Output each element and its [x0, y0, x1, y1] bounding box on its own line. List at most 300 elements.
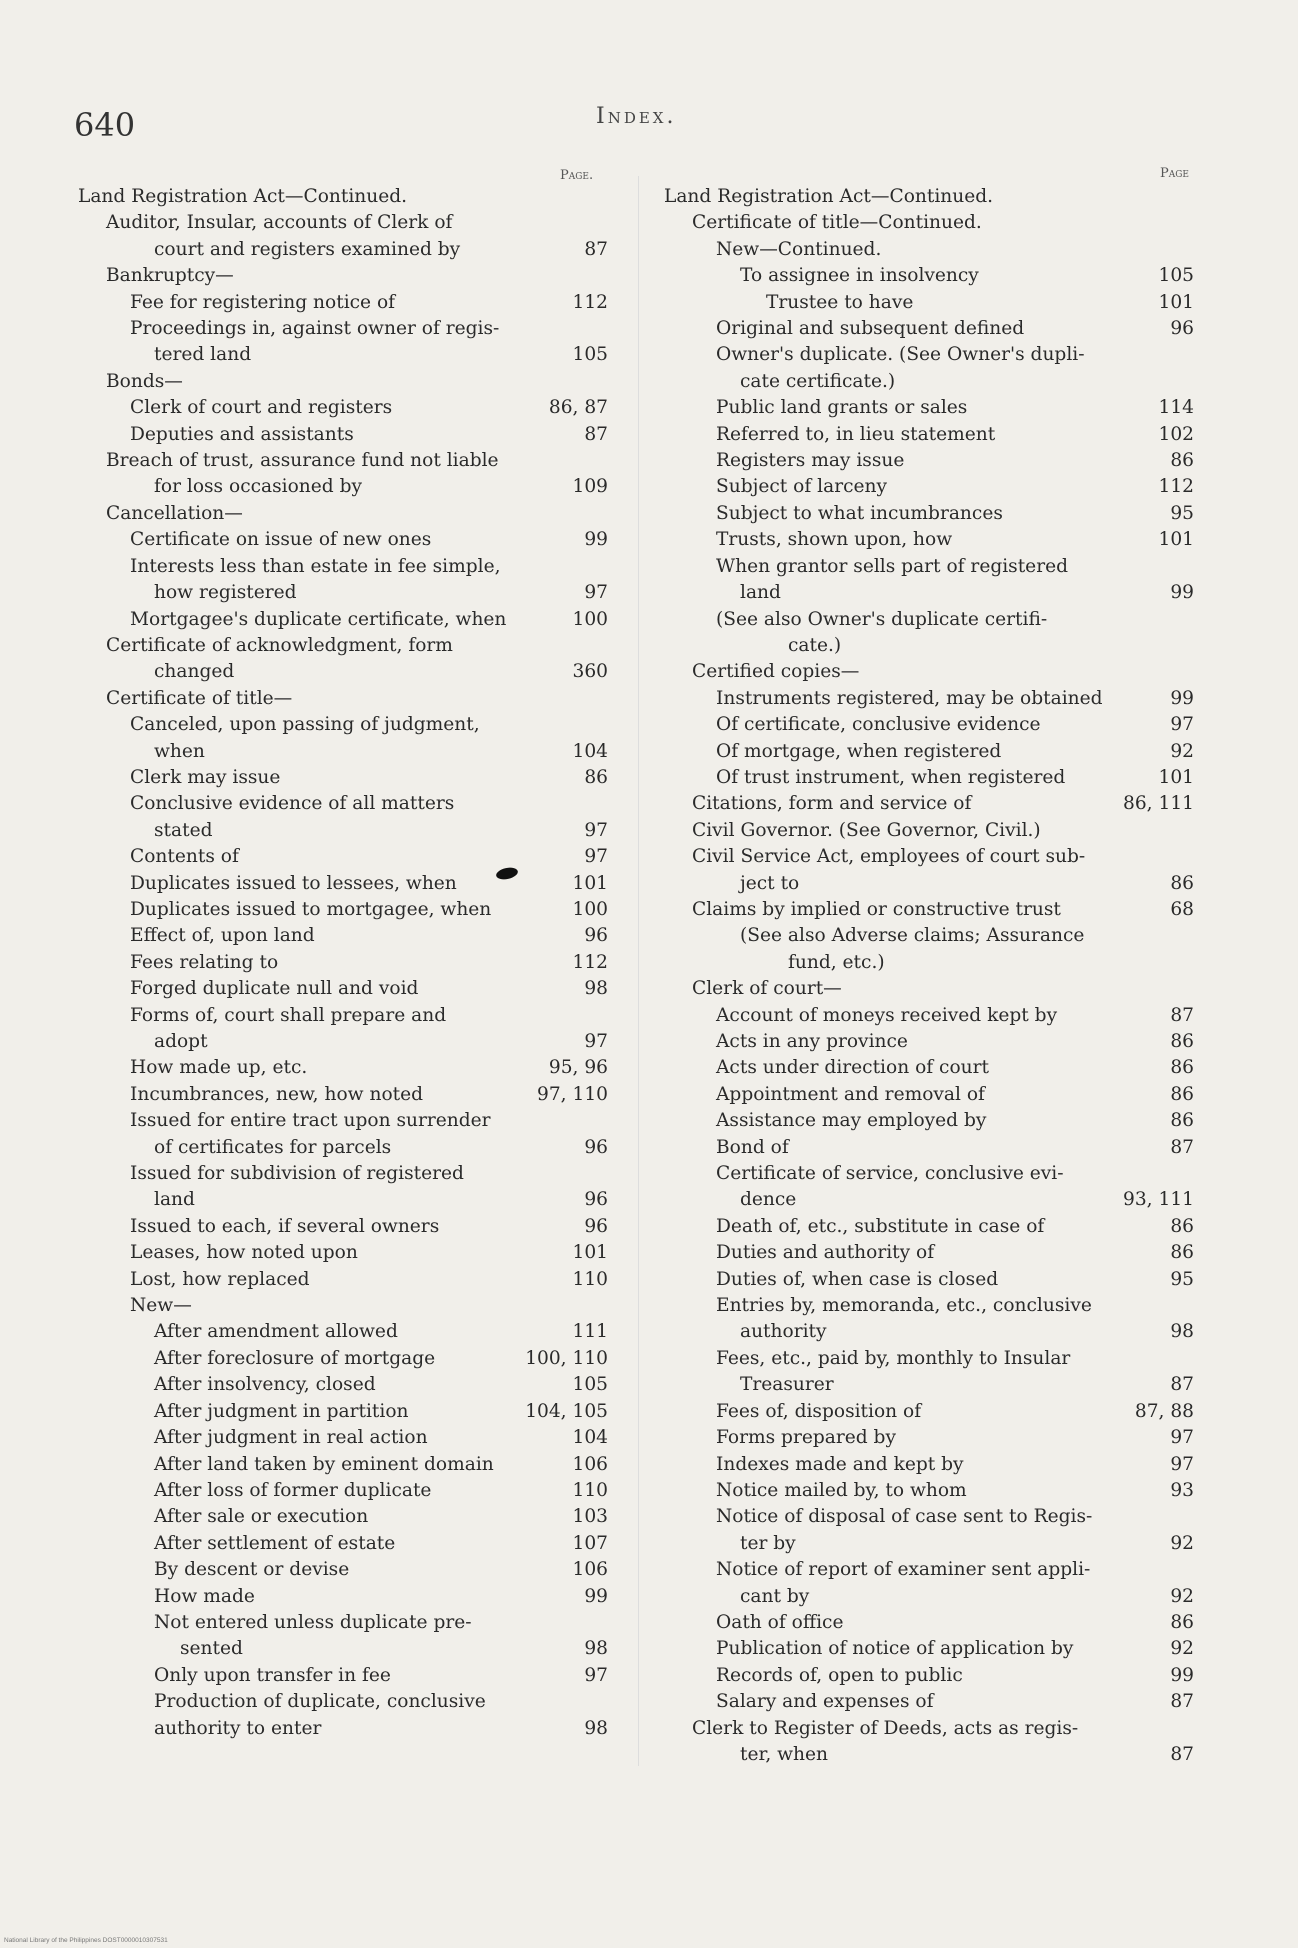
- index-entry-text: Referred to, in lieu statement: [716, 423, 996, 445]
- index-entry: [664, 1372, 1194, 1398]
- index-entry-page: 93, 111: [1123, 1189, 1194, 1211]
- index-entry: [664, 765, 1194, 791]
- index-entry-text: Original and subsequent defined: [716, 318, 1025, 340]
- index-entry: [78, 871, 608, 897]
- index-entry: [664, 1214, 1194, 1240]
- index-entry-text: After foreclosure of mortgage: [154, 1347, 436, 1369]
- index-entry-text: Claims by implied or constructive trust: [692, 898, 1061, 920]
- index-entry: [78, 527, 608, 553]
- index-entry-text: Treasurer: [740, 1374, 834, 1396]
- index-entry-text: After insolvency, closed: [154, 1374, 376, 1396]
- left-column-page-label: Page.: [560, 168, 594, 183]
- index-entry-page: 105: [572, 344, 608, 366]
- index-entry: [664, 316, 1194, 342]
- index-entry-page: 106: [572, 1559, 608, 1581]
- index-entry-text: Notice of disposal of case sent to Regis-: [716, 1506, 1093, 1528]
- index-entry: [664, 1716, 1194, 1742]
- index-entry-text: changed: [154, 661, 235, 683]
- index-entry-text: Certified copies—: [692, 661, 860, 683]
- index-entry: [664, 342, 1194, 368]
- index-entry-page: 86: [1170, 1110, 1194, 1132]
- index-entry: [664, 1187, 1194, 1213]
- index-entry-page: 97: [1170, 1453, 1194, 1475]
- index-entry-text: After judgment in real action: [154, 1427, 428, 1449]
- index-entry-text: ter by: [740, 1532, 796, 1554]
- index-entry-page: 86, 87: [548, 397, 608, 419]
- index-entry-page: 92: [1170, 1638, 1194, 1660]
- index-entry: [664, 1346, 1194, 1372]
- index-entry-page: 87: [1170, 1004, 1194, 1026]
- index-entry-text: Civil Governor. (See Governor, Civil.): [692, 819, 1041, 841]
- index-entry: [664, 527, 1194, 553]
- index-entry-page: 86: [1170, 1611, 1194, 1633]
- index-entry-text: Not entered unless duplicate pre-: [154, 1611, 472, 1633]
- index-entry: [78, 1478, 608, 1504]
- index-entry-text: Certificate on issue of new ones: [130, 529, 432, 551]
- index-entry: [78, 210, 608, 236]
- index-entry-page: 101: [572, 872, 608, 894]
- index-entry-page: 99: [1170, 582, 1194, 604]
- index-entry-text: Of certificate, conclusive evidence: [716, 714, 1041, 736]
- index-entry: [78, 342, 608, 368]
- index-entry-text: Forged duplicate null and void: [130, 978, 419, 1000]
- index-entry: [78, 580, 608, 606]
- index-entry: [664, 290, 1194, 316]
- index-entry-text: New—: [130, 1295, 192, 1317]
- index-entry: [664, 237, 1194, 263]
- index-entry-page: 86: [1170, 872, 1194, 894]
- index-entry: [78, 1716, 608, 1742]
- index-entry-text: Cancellation—: [106, 502, 243, 524]
- footer-credit: National Library of the Philippines DOST0000010307531: [4, 1937, 168, 1944]
- index-entry-text: Duplicates issued to mortgagee, when: [130, 898, 492, 920]
- index-entry: [664, 395, 1194, 421]
- index-entry-text: To assignee in insolvency: [740, 265, 979, 287]
- index-entry-text: When grantor sells part of registered: [716, 555, 1068, 577]
- index-entry-page: 87, 88: [1134, 1400, 1194, 1422]
- index-entry-text: Records of, open to public: [716, 1664, 963, 1686]
- index-entry: [78, 1663, 608, 1689]
- index-entry: [664, 263, 1194, 289]
- index-entry: [664, 210, 1194, 236]
- index-entry-text: Notice of report of examiner sent appli-: [716, 1559, 1091, 1581]
- index-entry-text: Clerk to Register of Deeds, acts as regis-: [692, 1717, 1079, 1739]
- index-entry-text: Issued to each, if several owners: [130, 1215, 440, 1237]
- index-entry-page: 96: [584, 925, 608, 947]
- index-entry-text: Death of, etc., substitute in case of: [716, 1215, 1045, 1237]
- index-entry-text: Oath of office: [716, 1611, 844, 1633]
- index-entry-text: Acts in any province: [716, 1031, 908, 1052]
- right-index-column: [664, 184, 1194, 1768]
- index-entry-page: 112: [572, 291, 608, 313]
- index-entry-text: Proceedings in, against owner of regis-: [130, 318, 500, 340]
- index-entry-page: 86: [1170, 1057, 1194, 1079]
- index-entry-page: 100, 110: [525, 1347, 608, 1369]
- index-entry-text: Certificate of title—Continued.: [692, 212, 982, 234]
- index-entry-text: fund, etc.): [788, 951, 885, 973]
- index-entry: [78, 976, 608, 1002]
- index-entry: [78, 1055, 608, 1081]
- index-entry-text: authority to enter: [154, 1717, 322, 1739]
- index-entry: [664, 501, 1194, 527]
- index-entry: [664, 1055, 1194, 1081]
- index-entry: [78, 1003, 608, 1029]
- page-number: 640: [74, 106, 136, 144]
- index-entry-text: for loss occasioned by: [154, 476, 362, 498]
- index-entry: [78, 1372, 608, 1398]
- index-entry-text: authority: [740, 1321, 827, 1343]
- index-entry-text: Appointment and removal of: [716, 1083, 985, 1105]
- index-entry-text: Land Registration Act—Continued.: [664, 186, 994, 207]
- index-entry-text: After land taken by eminent domain: [154, 1453, 494, 1475]
- index-entry-text: How made: [154, 1585, 255, 1607]
- index-entry-text: Issued for subdivision of registered: [130, 1163, 464, 1185]
- index-entry-page: 98: [584, 1638, 608, 1660]
- index-entry-text: Publication of notice of application by: [716, 1638, 1074, 1660]
- index-entry-text: Fees relating to: [130, 951, 279, 973]
- index-entry: [664, 1636, 1194, 1662]
- index-entry-text: Interests less than estate in fee simple,: [130, 555, 501, 577]
- index-entry-text: Clerk of court—: [692, 978, 842, 1000]
- index-entry: [664, 686, 1194, 712]
- index-entry: [664, 659, 1194, 685]
- index-entry: [664, 1689, 1194, 1715]
- index-entry-text: Civil Service Act, employees of court sub-: [692, 846, 1086, 868]
- index-entry-text: After sale or execution: [154, 1506, 369, 1528]
- index-entry-text: Account of moneys received kept by: [716, 1004, 1058, 1026]
- index-entry: [664, 739, 1194, 765]
- index-entry-page: 98: [584, 1717, 608, 1739]
- index-entry: [664, 1029, 1194, 1055]
- index-entry-page: 100: [572, 898, 608, 920]
- index-entry-text: court and registers examined by: [154, 238, 461, 260]
- index-entry-page: 360: [572, 661, 608, 683]
- index-entry: [664, 1504, 1194, 1530]
- index-entry: [78, 369, 608, 395]
- index-entry-text: Issued for entire tract upon surrender: [130, 1110, 491, 1132]
- index-entry: [78, 818, 608, 844]
- index-entry-page: 99: [584, 1585, 608, 1607]
- index-entry: [78, 501, 608, 527]
- index-entry: [78, 712, 608, 738]
- index-entry-page: 96: [1170, 318, 1194, 340]
- index-entry-page: 104: [572, 740, 608, 762]
- index-entry-text: Of mortgage, when registered: [716, 740, 1002, 762]
- index-entry-page: 87: [1170, 1136, 1194, 1158]
- index-entry-text: Certificate of title—: [106, 687, 293, 709]
- index-entry: [664, 1584, 1194, 1610]
- index-entry: [78, 1319, 608, 1345]
- index-entry: [78, 607, 608, 633]
- index-entry-text: Bankruptcy—: [106, 265, 234, 287]
- index-entry: [78, 633, 608, 659]
- index-entry: [78, 290, 608, 316]
- index-entry-page: 102: [1158, 423, 1194, 445]
- index-entry-page: 87: [584, 423, 608, 445]
- index-entry-text: Duties of, when case is closed: [716, 1268, 999, 1290]
- index-entry-text: After loss of former duplicate: [154, 1479, 432, 1501]
- index-entry: [78, 686, 608, 712]
- index-entry-text: adopt: [154, 1031, 208, 1052]
- index-entry-page: 103: [572, 1506, 608, 1528]
- index-entry: [78, 1346, 608, 1372]
- index-entry: [78, 1161, 608, 1187]
- index-entry: [664, 818, 1194, 844]
- index-entry: [664, 1452, 1194, 1478]
- index-entry-text: how registered: [154, 582, 297, 604]
- index-entry-page: 99: [1170, 1664, 1194, 1686]
- index-entry-page: 101: [1158, 766, 1194, 788]
- index-entry-page: 97: [1170, 1427, 1194, 1449]
- index-entry-text: Certificate of service, conclusive evi-: [716, 1163, 1064, 1185]
- index-entry: [664, 1399, 1194, 1425]
- index-entry: [78, 1636, 608, 1662]
- index-entry-text: Effect of, upon land: [130, 925, 315, 947]
- index-entry: [78, 316, 608, 342]
- index-entry-text: Registers may issue: [716, 450, 905, 472]
- index-entry: [78, 448, 608, 474]
- index-entry-page: 110: [572, 1268, 608, 1290]
- index-entry-page: 86: [1170, 1083, 1194, 1105]
- index-entry: [78, 1108, 608, 1134]
- index-entry-page: 98: [584, 978, 608, 1000]
- index-entry-text: Fees, etc., paid by, monthly to Insular: [716, 1347, 1071, 1369]
- index-entry: [78, 739, 608, 765]
- index-entry: [664, 580, 1194, 606]
- index-entry: [664, 369, 1194, 395]
- index-entry-text: of certificates for parcels: [154, 1136, 392, 1158]
- index-entry-page: 100: [572, 608, 608, 630]
- index-entry: [78, 1214, 608, 1240]
- index-entry: [78, 1293, 608, 1319]
- index-entry-text: Trustee to have: [766, 291, 914, 313]
- index-entry-page: 99: [1170, 687, 1194, 709]
- index-entry-text: Notice mailed by, to whom: [716, 1479, 967, 1501]
- index-entry: [664, 1082, 1194, 1108]
- index-entry-page: 101: [1158, 529, 1194, 551]
- index-entry-text: New—Continued.: [716, 238, 882, 260]
- index-entry-page: 86: [1170, 1215, 1194, 1237]
- index-entry: [664, 1610, 1194, 1636]
- index-entry-text: tered land: [154, 344, 252, 366]
- index-entry: [664, 1003, 1194, 1029]
- index-entry-page: 87: [584, 238, 608, 260]
- index-entry: [664, 712, 1194, 738]
- index-entry-page: 93: [1170, 1479, 1194, 1501]
- index-entry-page: 97: [584, 1031, 608, 1052]
- index-entry: [664, 1557, 1194, 1583]
- index-entry: [664, 1425, 1194, 1451]
- index-entry-text: Auditor, Insular, accounts of Clerk of: [106, 212, 453, 234]
- index-entry-page: 86: [1170, 1031, 1194, 1052]
- index-entry: [664, 1161, 1194, 1187]
- index-entry: [78, 1531, 608, 1557]
- index-entry-text: After settlement of estate: [154, 1532, 396, 1554]
- index-entry-page: 95: [1170, 1268, 1194, 1290]
- index-entry-text: Canceled, upon passing of judgment,: [130, 714, 480, 736]
- index-entry-page: 107: [572, 1532, 608, 1554]
- index-entry: [664, 1240, 1194, 1266]
- index-entry: [664, 791, 1194, 817]
- index-entry: [78, 1267, 608, 1293]
- index-entry-page: 87: [1170, 1691, 1194, 1713]
- index-entry-page: 105: [572, 1374, 608, 1396]
- index-entry: [78, 1187, 608, 1213]
- index-entry-page: 106: [572, 1453, 608, 1475]
- index-entry-page: 92: [1170, 1585, 1194, 1607]
- index-entry: [664, 474, 1194, 500]
- index-entry-page: 86, 111: [1123, 793, 1194, 815]
- index-entry-text: land: [740, 582, 781, 604]
- index-entry-page: 104: [572, 1427, 608, 1449]
- index-entry-page: 96: [584, 1136, 608, 1158]
- index-entry: [78, 791, 608, 817]
- index-entry-text: After amendment allowed: [154, 1321, 398, 1343]
- index-entry-page: 101: [1158, 291, 1194, 313]
- index-entry: [78, 1610, 608, 1636]
- index-entry-page: 97: [584, 582, 608, 604]
- index-entry-text: dence: [740, 1189, 797, 1211]
- index-entry-page: 109: [572, 476, 608, 498]
- index-entry: [664, 422, 1194, 448]
- index-entry-text: Instruments registered, may be obtained: [716, 687, 1103, 709]
- index-entry-text: Subject to what incumbrances: [716, 502, 1003, 524]
- index-entry-text: Indexes made and kept by: [716, 1453, 964, 1475]
- index-entry-page: 68: [1170, 898, 1194, 920]
- index-entry: [664, 633, 1194, 659]
- index-entry-text: Owner's duplicate. (See Owner's dupli-: [716, 344, 1085, 366]
- index-entry: [664, 1531, 1194, 1557]
- index-entry: [78, 950, 608, 976]
- index-entry-page: 95, 96: [548, 1057, 608, 1079]
- index-entry-text: cate.): [788, 634, 842, 656]
- index-entry: [664, 1663, 1194, 1689]
- index-entry-page: 97: [584, 1664, 608, 1686]
- index-entry: [664, 923, 1194, 949]
- index-entry-page: 95: [1170, 502, 1194, 524]
- index-entry-text: Bond of: [716, 1136, 789, 1158]
- index-entry-text: Certificate of acknowledgment, form: [106, 634, 453, 656]
- index-entry: [664, 448, 1194, 474]
- index-entry-text: How made up, etc.: [130, 1057, 308, 1079]
- index-entry: [78, 1082, 608, 1108]
- index-entry-text: Leases, how noted upon: [130, 1242, 358, 1264]
- index-entry: [78, 659, 608, 685]
- index-entry: [664, 1108, 1194, 1134]
- index-entry-text: Salary and expenses of: [716, 1691, 934, 1713]
- index-entry-text: Trusts, shown upon, how: [716, 529, 953, 551]
- index-entry-text: Acts under direction of court: [716, 1057, 990, 1079]
- index-entry-text: Breach of trust, assurance fund not liable: [106, 450, 499, 472]
- index-entry-text: Mortgagee's duplicate certificate, when: [130, 608, 507, 630]
- index-entry: [664, 1478, 1194, 1504]
- index-entry-page: 86: [1170, 450, 1194, 472]
- index-entry-text: Duplicates issued to lessees, when: [130, 872, 457, 894]
- index-entry-text: (See also Adverse claims; Assurance: [740, 925, 1085, 947]
- index-entry-text: Subject of larceny: [716, 476, 887, 498]
- index-entry: [664, 871, 1194, 897]
- column-divider: [638, 176, 639, 1766]
- index-entry-text: Assistance may employed by: [716, 1110, 987, 1132]
- index-entry: [78, 184, 608, 210]
- left-index-column: [78, 184, 608, 1742]
- index-entry: [664, 184, 1194, 210]
- index-entry: [78, 1584, 608, 1610]
- index-entry: [78, 1399, 608, 1425]
- index-entry-text: when: [154, 740, 205, 762]
- index-entry: [664, 976, 1194, 1002]
- index-entry-text: Forms prepared by: [716, 1427, 896, 1449]
- index-entry-text: Production of duplicate, conclusive: [154, 1691, 486, 1713]
- index-entry-page: 97: [1170, 714, 1194, 736]
- index-entry: [78, 1504, 608, 1530]
- index-entry: [664, 1319, 1194, 1345]
- index-entry-text: Land Registration Act—Continued.: [78, 186, 408, 207]
- index-entry-text: By descent or devise: [154, 1559, 350, 1581]
- index-entry: [78, 422, 608, 448]
- index-entry: [664, 607, 1194, 633]
- index-entry-text: Clerk of court and registers: [130, 397, 393, 419]
- index-entry-text: land: [154, 1189, 195, 1211]
- index-entry: [664, 1293, 1194, 1319]
- index-entry: [78, 263, 608, 289]
- index-entry-page: 112: [572, 951, 608, 973]
- index-entry: [78, 1135, 608, 1161]
- index-entry-text: Lost, how replaced: [130, 1268, 310, 1290]
- index-entry-page: 96: [584, 1215, 608, 1237]
- index-entry-text: After judgment in partition: [154, 1400, 409, 1422]
- index-entry-text: Public land grants or sales: [716, 397, 968, 419]
- index-entry-text: Citations, form and service of: [692, 793, 972, 815]
- running-head: Index.: [596, 104, 677, 129]
- index-entry-text: Duties and authority of: [716, 1242, 935, 1264]
- index-entry: [664, 1135, 1194, 1161]
- index-entry-page: 101: [572, 1242, 608, 1264]
- index-entry: [78, 395, 608, 421]
- index-entry-text: ter, when: [740, 1743, 829, 1765]
- index-entry: [664, 554, 1194, 580]
- index-entry-page: 97: [584, 846, 608, 868]
- index-entry-text: Clerk may issue: [130, 766, 281, 788]
- index-entry: [78, 844, 608, 870]
- index-entry-page: 86: [584, 766, 608, 788]
- index-entry-page: 87: [1170, 1743, 1194, 1765]
- index-entry-text: Bonds—: [106, 370, 183, 392]
- index-entry-text: Forms of, court shall prepare and: [130, 1004, 447, 1026]
- index-entry: [78, 765, 608, 791]
- index-entry-page: 96: [584, 1189, 608, 1211]
- index-entry: [78, 554, 608, 580]
- index-entry: [664, 950, 1194, 976]
- index-entry-page: 104, 105: [525, 1400, 608, 1422]
- index-entry-page: 97: [584, 819, 608, 841]
- index-entry: [78, 1029, 608, 1055]
- index-entry-page: 112: [1158, 476, 1194, 498]
- index-entry: [664, 844, 1194, 870]
- index-entry-text: Fees of, disposition of: [716, 1400, 922, 1422]
- index-entry-text: Incumbrances, new, how noted: [130, 1083, 424, 1105]
- index-entry: [664, 897, 1194, 923]
- index-entry-text: Contents of: [130, 846, 239, 868]
- index-entry-text: Of trust instrument, when registered: [716, 766, 1066, 788]
- right-column-page-label: Page: [1160, 166, 1190, 181]
- index-entry-page: 110: [572, 1479, 608, 1501]
- index-entry: [78, 1240, 608, 1266]
- index-entry-text: Entries by, memoranda, etc., conclusive: [716, 1295, 1092, 1317]
- index-entry-page: 99: [584, 529, 608, 551]
- index-entry-page: 114: [1158, 397, 1194, 419]
- index-entry-text: cate certificate.): [740, 370, 896, 392]
